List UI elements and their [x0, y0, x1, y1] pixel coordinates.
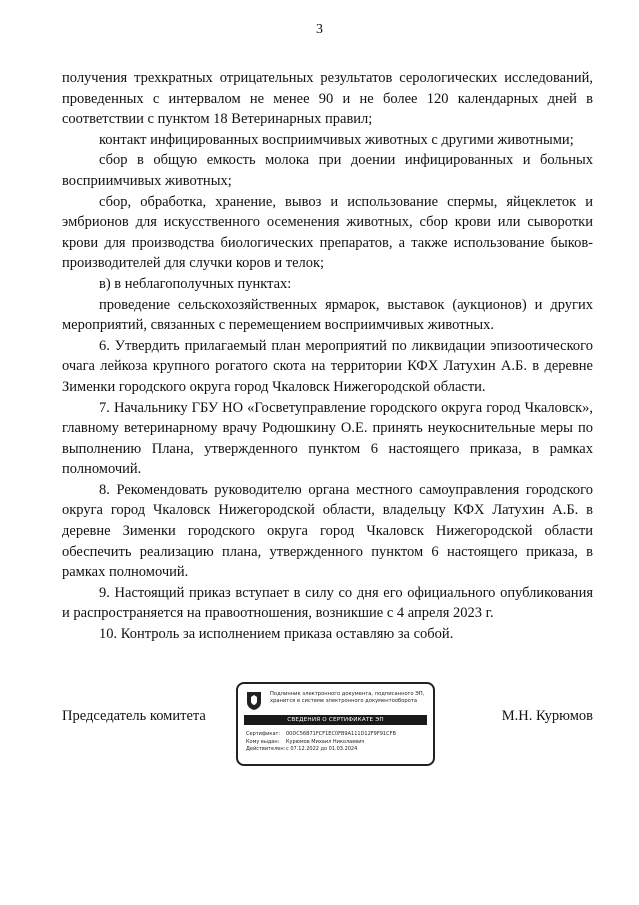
signer-name: М.Н. Курюмов	[501, 708, 593, 724]
paragraph: 6. Утвердить прилагаемый план мероприятий по ликвидации эпизоотического очага лейкоза крупного рогатого скота на территории КФХ Латухин А.Б. в деревне Зименки городского округа город Чкаловск Нижегородской области.	[62, 337, 593, 395]
stamp-title-bar: СВЕДЕНИЯ О СЕРТИФИКАТЕ ЭП	[244, 715, 427, 725]
issued-to-label: Кому выдан:	[246, 738, 280, 745]
paragraph: 9. Настоящий приказ вступает в силу со дня его официального опубликования и распространяется на правоотношения, возникшие с 4 апреля 2023 г.	[62, 584, 593, 622]
stamp-details	[246, 731, 431, 754]
coat-of-arms-icon	[246, 691, 262, 711]
paragraph: проведение сельскохозяйственных ярмарок, выставок (аукционов) и других мероприятий, связанных с перемещением восприимчивых животных.	[62, 296, 593, 334]
chairman-label: Председатель комитета	[62, 708, 206, 724]
page-number: 3	[316, 22, 323, 37]
paragraph: получения трехкратных отрицательных результатов серологических исследований, проведенных с интервалом не менее 90 и не более 120 календарных дней в соответствии с пунктом 18 Ветеринарных правил;	[62, 70, 593, 128]
paragraph: контакт инфицированных восприимчивых животных с другими животными;	[99, 131, 574, 148]
validity-value: с 07.12.2022 до 01.03.2024	[286, 746, 358, 752]
electronic-signature-stamp	[236, 682, 435, 766]
certificate-value: 00DC56B71FCF1EC0FB9A111D12F9F91CFB	[286, 731, 396, 737]
paragraph: сбор, обработка, хранение, вывоз и использование спермы, яйцеклеток и эмбрионов для искусственного осеменения животных, сбор крови или сыворотки крови для производства биологических препаратов, а также использование быков-производителей для случки коров и телок;	[62, 193, 593, 272]
document-body	[62, 68, 593, 645]
certificate-label: Сертификат:	[246, 731, 281, 737]
issued-to-value: Курюмов Михаил Николаевич	[286, 738, 365, 745]
paragraph: в) в неблагополучных пунктах:	[99, 275, 292, 292]
stamp-header: Подлинник электронного документа, подписанного ЭП, хранится в системе электронного документооборота	[270, 691, 425, 704]
certificate-row	[246, 731, 431, 739]
paragraph: 8. Рекомендовать руководителю органа местного самоуправления городского округа город Чкаловск Нижегородской области, владельцу КФХ Латухин А.Б. в деревне Зименки городского округа город Чкаловск Нижегородской области обеспечить реализацию плана, утвержденного пунктом 6 настоящего приказа, в рамках полномочий.	[62, 481, 593, 581]
paragraph: 10. Контроль за исполнением приказа оставляю за собой.	[99, 626, 454, 643]
paragraph: 7. Начальнику ГБУ НО «Госветуправление городского округа город Чкаловск», главному ветеринарному врачу Родюшкину О.Е. принять неукоснительные меры по выполнению Плана, утвержденного пунктом 6 настоящего приказа, в рамках полномочий.	[62, 399, 593, 478]
validity-label: Действителен:	[246, 746, 286, 752]
issued-to-row	[246, 739, 431, 747]
paragraph: сбор в общую емкость молока при доении инфицированных и больных восприимчивых животных;	[62, 152, 593, 189]
validity-row	[246, 746, 431, 754]
